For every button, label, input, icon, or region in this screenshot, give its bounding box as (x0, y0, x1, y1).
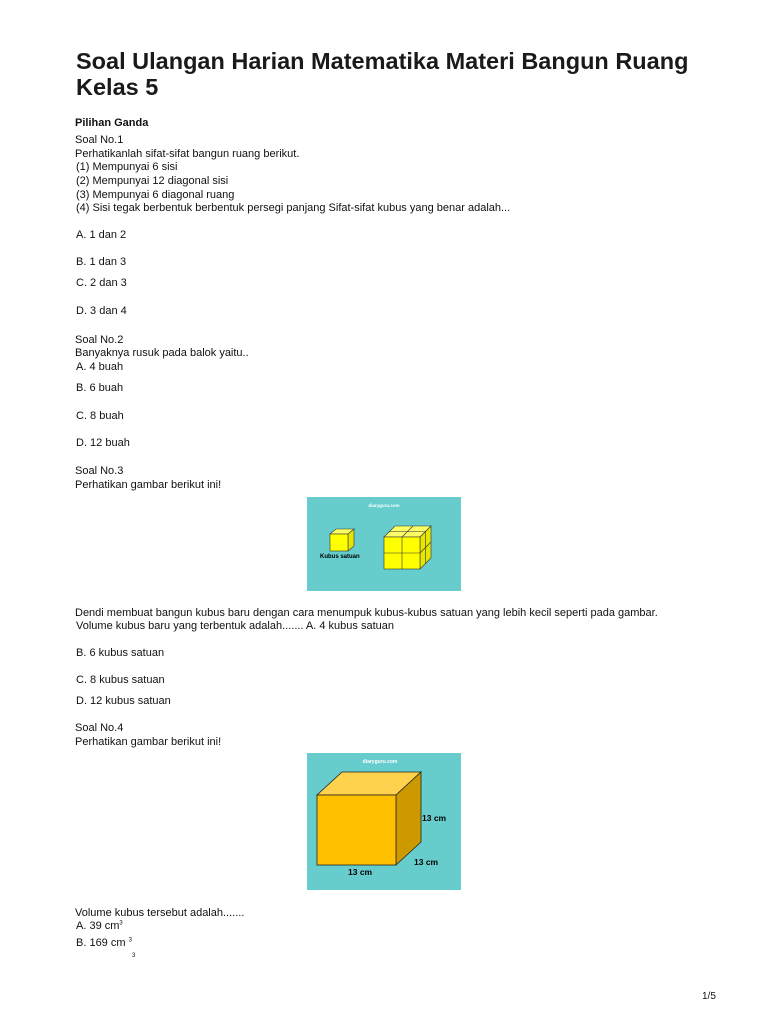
q2-option-c: C. 8 buah (76, 410, 124, 422)
q4-option-a (76, 920, 123, 934)
q1-prompt: Perhatikanlah sifat-sifat bangun ruang berikut. (75, 148, 300, 160)
unit-cube (330, 529, 354, 551)
q3-prompt: Perhatikan gambar berikut ini! (75, 479, 222, 491)
superscript: 3 (128, 937, 132, 944)
q1-item-1: (1) Mempunyai 6 sisi (76, 161, 178, 173)
q3-text-line-1: Dendi membuat bangun kubus baru dengan cara menumpuk kubus-kubus satuan yang lebih kecil seperti pada gambar. (75, 607, 658, 619)
q3-option-d: D. 12 kubus satuan (76, 695, 171, 707)
cube-13cm-figure (307, 753, 461, 890)
q1-option-a: A. 1 dan 2 (76, 229, 127, 241)
q3-label: Soal No.3 (75, 465, 124, 477)
q2-option-d: D. 12 buah (76, 437, 130, 449)
q4-text: Volume kubus tersebut adalah....... (75, 907, 245, 919)
edge-label-right: 13 cm (422, 813, 447, 823)
edge-label-bottom: 13 cm (348, 867, 373, 877)
q2-option-b: B. 6 buah (76, 382, 124, 394)
q1-option-d: D. 3 dan 4 (76, 305, 127, 317)
q4-prompt: Perhatikan gambar berikut ini! (75, 736, 222, 748)
q4-option-b-text: B. 169 cm (76, 937, 126, 949)
page-title: Soal Ulangan Harian Matematika Materi Bangun Ruang Kelas 5 (76, 48, 689, 100)
unit-cube-figure (307, 497, 461, 591)
q4-option-a-text: A. 39 cm (76, 920, 120, 932)
section-heading: Pilihan Ganda (75, 117, 149, 129)
q4-label: Soal No.4 (75, 722, 124, 734)
q3-option-b: B. 6 kubus satuan (76, 647, 165, 659)
q4-option-b (76, 937, 132, 951)
stacked-cube (384, 526, 431, 569)
superscript: 3 (119, 920, 123, 927)
q2-option-a: A. 4 buah (76, 361, 124, 373)
q1-item-2: (2) Mempunyai 12 diagonal sisi (76, 175, 229, 187)
unit-cube-label: Kubus satuan (320, 554, 360, 560)
figure-watermark: diaryguru.com (362, 759, 398, 765)
cube (317, 772, 421, 865)
q3-option-c: C. 8 kubus satuan (76, 674, 165, 686)
q1-item-4: (4) Sisi tegak berbentuk berbentuk persegi panjang Sifat-sifat kubus yang benar adalah... (76, 202, 511, 214)
stray-superscript: 3 (132, 953, 136, 959)
figure-watermark: diaryguru.com (368, 503, 400, 508)
q3-text-line-2: Volume kubus baru yang terbentuk adalah....... A. 4 kubus satuan (76, 620, 394, 632)
page-number: 1/5 (702, 991, 716, 1002)
q1-option-c: C. 2 dan 3 (76, 277, 127, 289)
q2-label: Soal No.2 (75, 334, 124, 346)
q1-label: Soal No.1 (75, 134, 124, 146)
edge-label-depth: 13 cm (414, 857, 439, 867)
q1-option-b: B. 1 dan 3 (76, 256, 127, 268)
q1-item-3: (3) Mempunyai 6 diagonal ruang (76, 189, 235, 201)
q2-prompt: Banyaknya rusuk pada balok yaitu.. (75, 347, 249, 359)
